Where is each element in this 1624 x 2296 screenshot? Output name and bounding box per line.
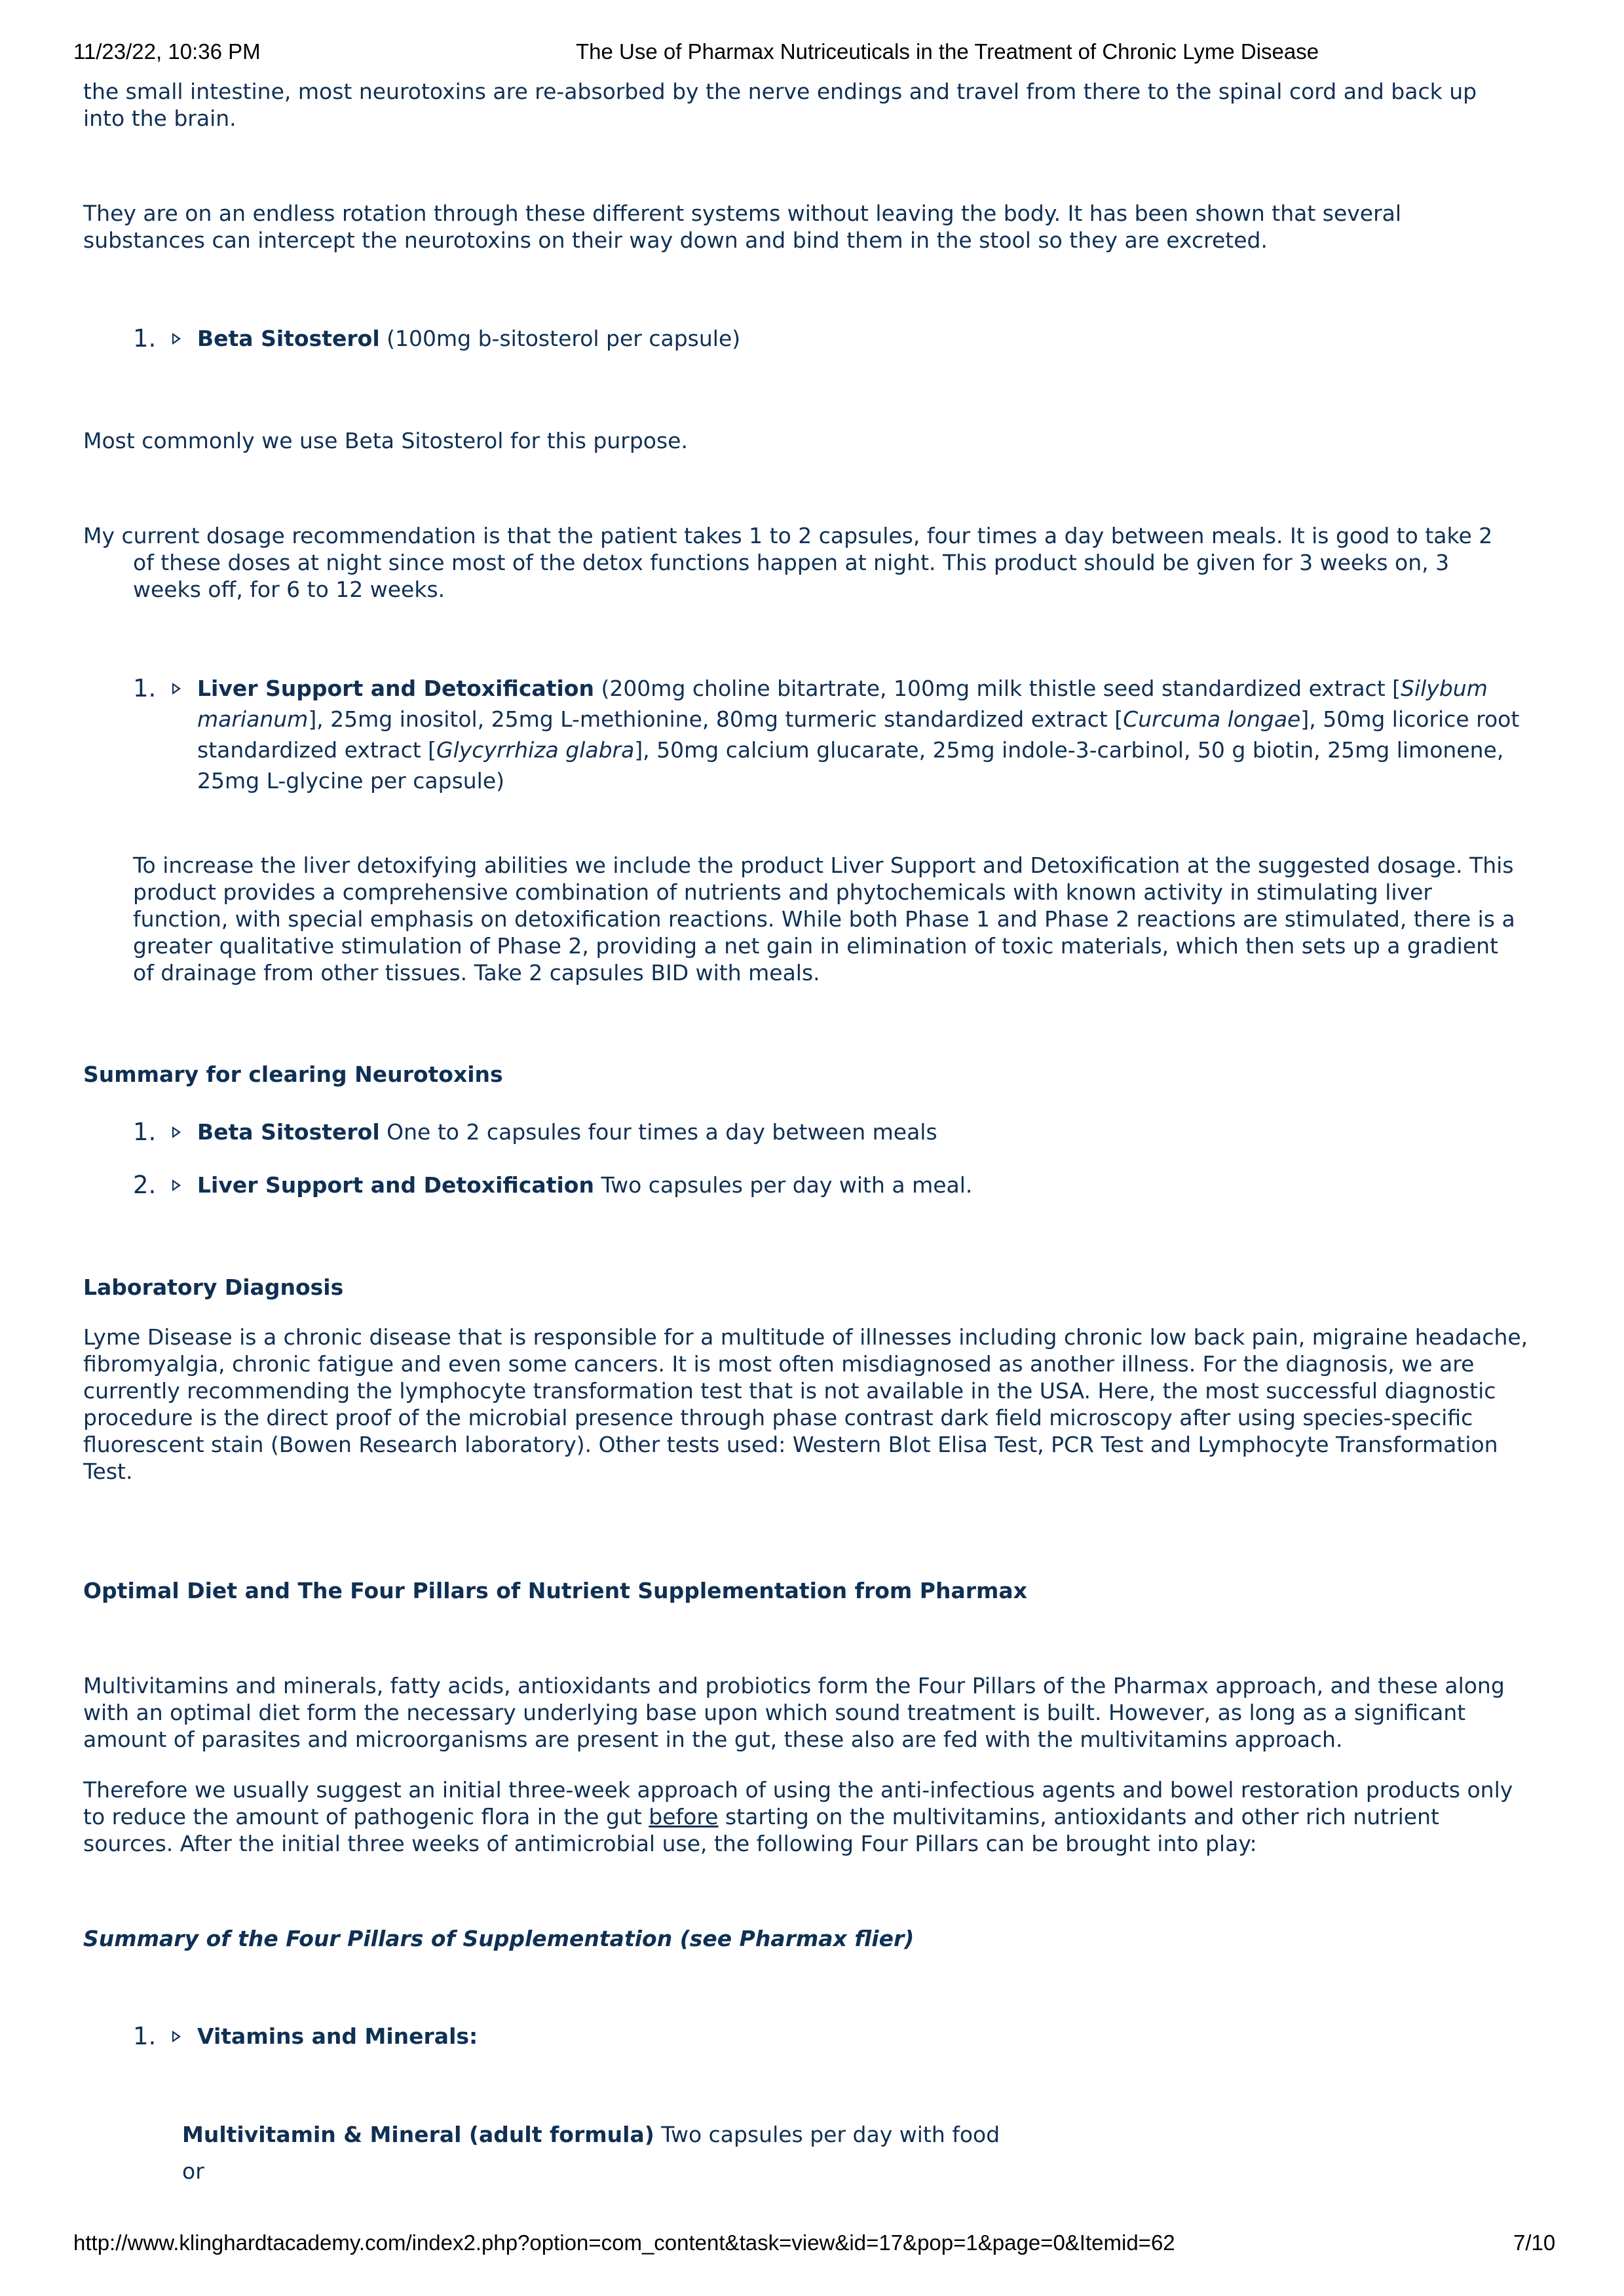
list-item — [197, 1119, 937, 1145]
paragraph-line: weeks off, for 6 to 12 weeks. — [133, 577, 445, 602]
ingredient-text: ], 50mg licorice root — [1300, 706, 1520, 732]
text-run: starting on the multivitamins, antioxidants and other rich nutrient — [718, 1804, 1439, 1829]
section-heading-lab-diagnosis: Laboratory Diagnosis — [83, 1274, 344, 1300]
triangle-outline-right-icon — [172, 683, 181, 695]
ingredient-line — [197, 706, 1519, 733]
list-number: 1. — [133, 1118, 157, 1146]
paragraph-line: fluorescent stain (Bowen Research laboratory). Other tests used: Western Blot Elisa Test, PCR Test and Lymphocyte Transformation — [83, 1432, 1498, 1457]
paragraph-line: They are on an endless rotation through these different systems without leaving the body. It has been shown that several — [83, 201, 1402, 226]
ingredient-text: (200mg choline bitartrate, 100mg milk thistle seed standardized extract [ — [594, 676, 1401, 701]
paragraph-line: substances can intercept the neurotoxins on their way down and bind them in the stool so they are excreted. — [83, 227, 1268, 253]
list-number: 2. — [133, 1171, 157, 1199]
paragraph-line: sources. After the initial three weeks of antimicrobial use, the following Four Pillars can be brought into play: — [83, 1831, 1257, 1856]
print-url: http://www.klinghardtacademy.com/index2.php?option=com_content&task=view&id=17&pop=1&page=0&Itemid=62 — [73, 2230, 1175, 2255]
section-heading-optimal-diet: Optimal Diet and The Four Pillars of Nutrient Supplementation from Pharmax — [83, 1578, 1027, 1603]
paragraph-line: Test. — [83, 1459, 133, 1484]
product-dose: One to 2 capsules four times a day between meals — [379, 1119, 937, 1145]
paragraph-line: Multivitamins and minerals, fatty acids, antioxidants and probiotics form the Four Pillars of the Pharmax approach, and these along — [83, 1673, 1505, 1698]
paragraph-line: Most commonly we use Beta Sitosterol for this purpose. — [83, 428, 688, 453]
emphasis-before: before — [649, 1804, 719, 1829]
ingredient-line — [197, 737, 1503, 763]
paragraph-line: with an optimal diet form the necessary underlying base upon which sound treatment is built. However, as long as a significant — [83, 1700, 1466, 1725]
list-item-beta-sitosterol — [197, 325, 740, 352]
or-text: or — [182, 2158, 204, 2184]
paragraph-line: amount of parasites and microorganisms are present in the gut, these also are fed with the multivitamins approach. — [83, 1727, 1343, 1752]
print-page-title: The Use of Pharmax Nutriceuticals in the Treatment of Chronic Lyme Disease — [576, 39, 1319, 64]
triangle-outline-right-icon — [172, 1179, 181, 1191]
paragraph-line — [83, 1803, 1439, 1830]
product-name: Beta Sitosterol — [197, 1119, 380, 1145]
print-page-number: 7/10 — [1513, 2230, 1556, 2255]
paragraph-line: function, with special emphasis on detoxification reactions. While both Phase 1 and Phase 2 reactions are stimulated, there is a — [133, 906, 1515, 932]
section-heading-four-pillars: Summary of the Four Pillars of Supplementation (see Pharmax flier) — [83, 1926, 915, 1951]
triangle-outline-right-icon — [172, 1126, 181, 1138]
product-name: Liver Support and Detoxification — [197, 1172, 594, 1198]
ingredient-line: 25mg L-glycine per capsule) — [197, 768, 505, 794]
triangle-outline-right-icon — [172, 2031, 181, 2042]
list-item-vitamins-minerals: Vitamins and Minerals: — [197, 2023, 478, 2049]
list-number: 1. — [133, 324, 157, 353]
ingredient-text: ], 50mg calcium glucarate, 25mg indole-3-carbinol, 50 g biotin, 25mg limonene, — [634, 737, 1504, 763]
latin-name: Curcuma longae — [1123, 706, 1301, 732]
triangle-outline-right-icon — [172, 333, 181, 345]
product-name: Beta Sitosterol — [197, 326, 380, 351]
list-item-liver-support — [197, 675, 1488, 702]
paragraph-line: procedure is the direct proof of the microbial presence through phase contrast dark field microscopy after using species-specific — [83, 1405, 1473, 1430]
list-number: 1. — [133, 2022, 157, 2050]
paragraph-line: into the brain. — [83, 105, 236, 131]
product-name: Multivitamin & Mineral (adult formula) — [182, 2122, 654, 2147]
latin-name: Silybum — [1401, 676, 1488, 701]
product-dose: Two capsules per day with food — [654, 2122, 1000, 2147]
text-run: to reduce the amount of pathogenic flora in the gut — [83, 1804, 649, 1829]
list-number: 1. — [133, 674, 157, 702]
paragraph-line: currently recommending the lymphocyte transformation test that is not available in the USA. Here, the most successful diagnostic — [83, 1378, 1496, 1404]
list-item — [197, 1172, 972, 1198]
ingredient-text: standardized extract [ — [197, 737, 437, 763]
print-datetime: 11/23/22, 10:36 PM — [73, 39, 261, 64]
paragraph-line: My current dosage recommendation is that the patient takes 1 to 2 capsules, four times a day between meals. It is good to take 2 — [83, 523, 1493, 548]
ingredient-text: ], 25mg inositol, 25mg L-methionine, 80mg turmeric standardized extract [ — [308, 706, 1124, 732]
latin-name: marianum — [197, 706, 309, 732]
paragraph-line: fibromyalgia, chronic fatigue and even some cancers. It is most often misdiagnosed as another illness. For the diagnosis, we are — [83, 1351, 1475, 1377]
product-dose: (100mg b-sitosterol per capsule) — [379, 326, 741, 351]
paragraph-line: Therefore we usually suggest an initial three-week approach of using the anti-infectious agents and bowel restoration products only — [83, 1777, 1513, 1803]
paragraph-line: To increase the liver detoxifying abilities we include the product Liver Support and Detoxification at the suggested dosage. This — [133, 852, 1514, 878]
paragraph-line: the small intestine, most neurotoxins are re-absorbed by the nerve endings and travel from there to the spinal cord and back up — [83, 79, 1477, 104]
product-name: Liver Support and Detoxification — [197, 676, 594, 701]
latin-name: Glycyrrhiza glabra — [436, 737, 635, 763]
paragraph-line: greater qualitative stimulation of Phase 2, providing a net gain in elimination of toxic materials, which then sets up a gradient — [133, 933, 1499, 959]
paragraph-line: of these doses at night since most of the detox functions happen at night. This product should be given for 3 weeks on, 3 — [133, 550, 1450, 575]
paragraph-line: product provides a comprehensive combination of nutrients and phytochemicals with known activity in stimulating liver — [133, 879, 1432, 905]
paragraph-line: of drainage from other tissues. Take 2 capsules BID with meals. — [133, 960, 820, 985]
paragraph-line: Lyme Disease is a chronic disease that is responsible for a multitude of illnesses including chronic low back pain, migraine headache, — [83, 1324, 1528, 1350]
product-dose: Two capsules per day with a meal. — [594, 1172, 973, 1198]
section-heading-neurotoxins: Summary for clearing Neurotoxins — [83, 1062, 503, 1087]
product-line-multivitamin — [182, 2121, 1000, 2148]
